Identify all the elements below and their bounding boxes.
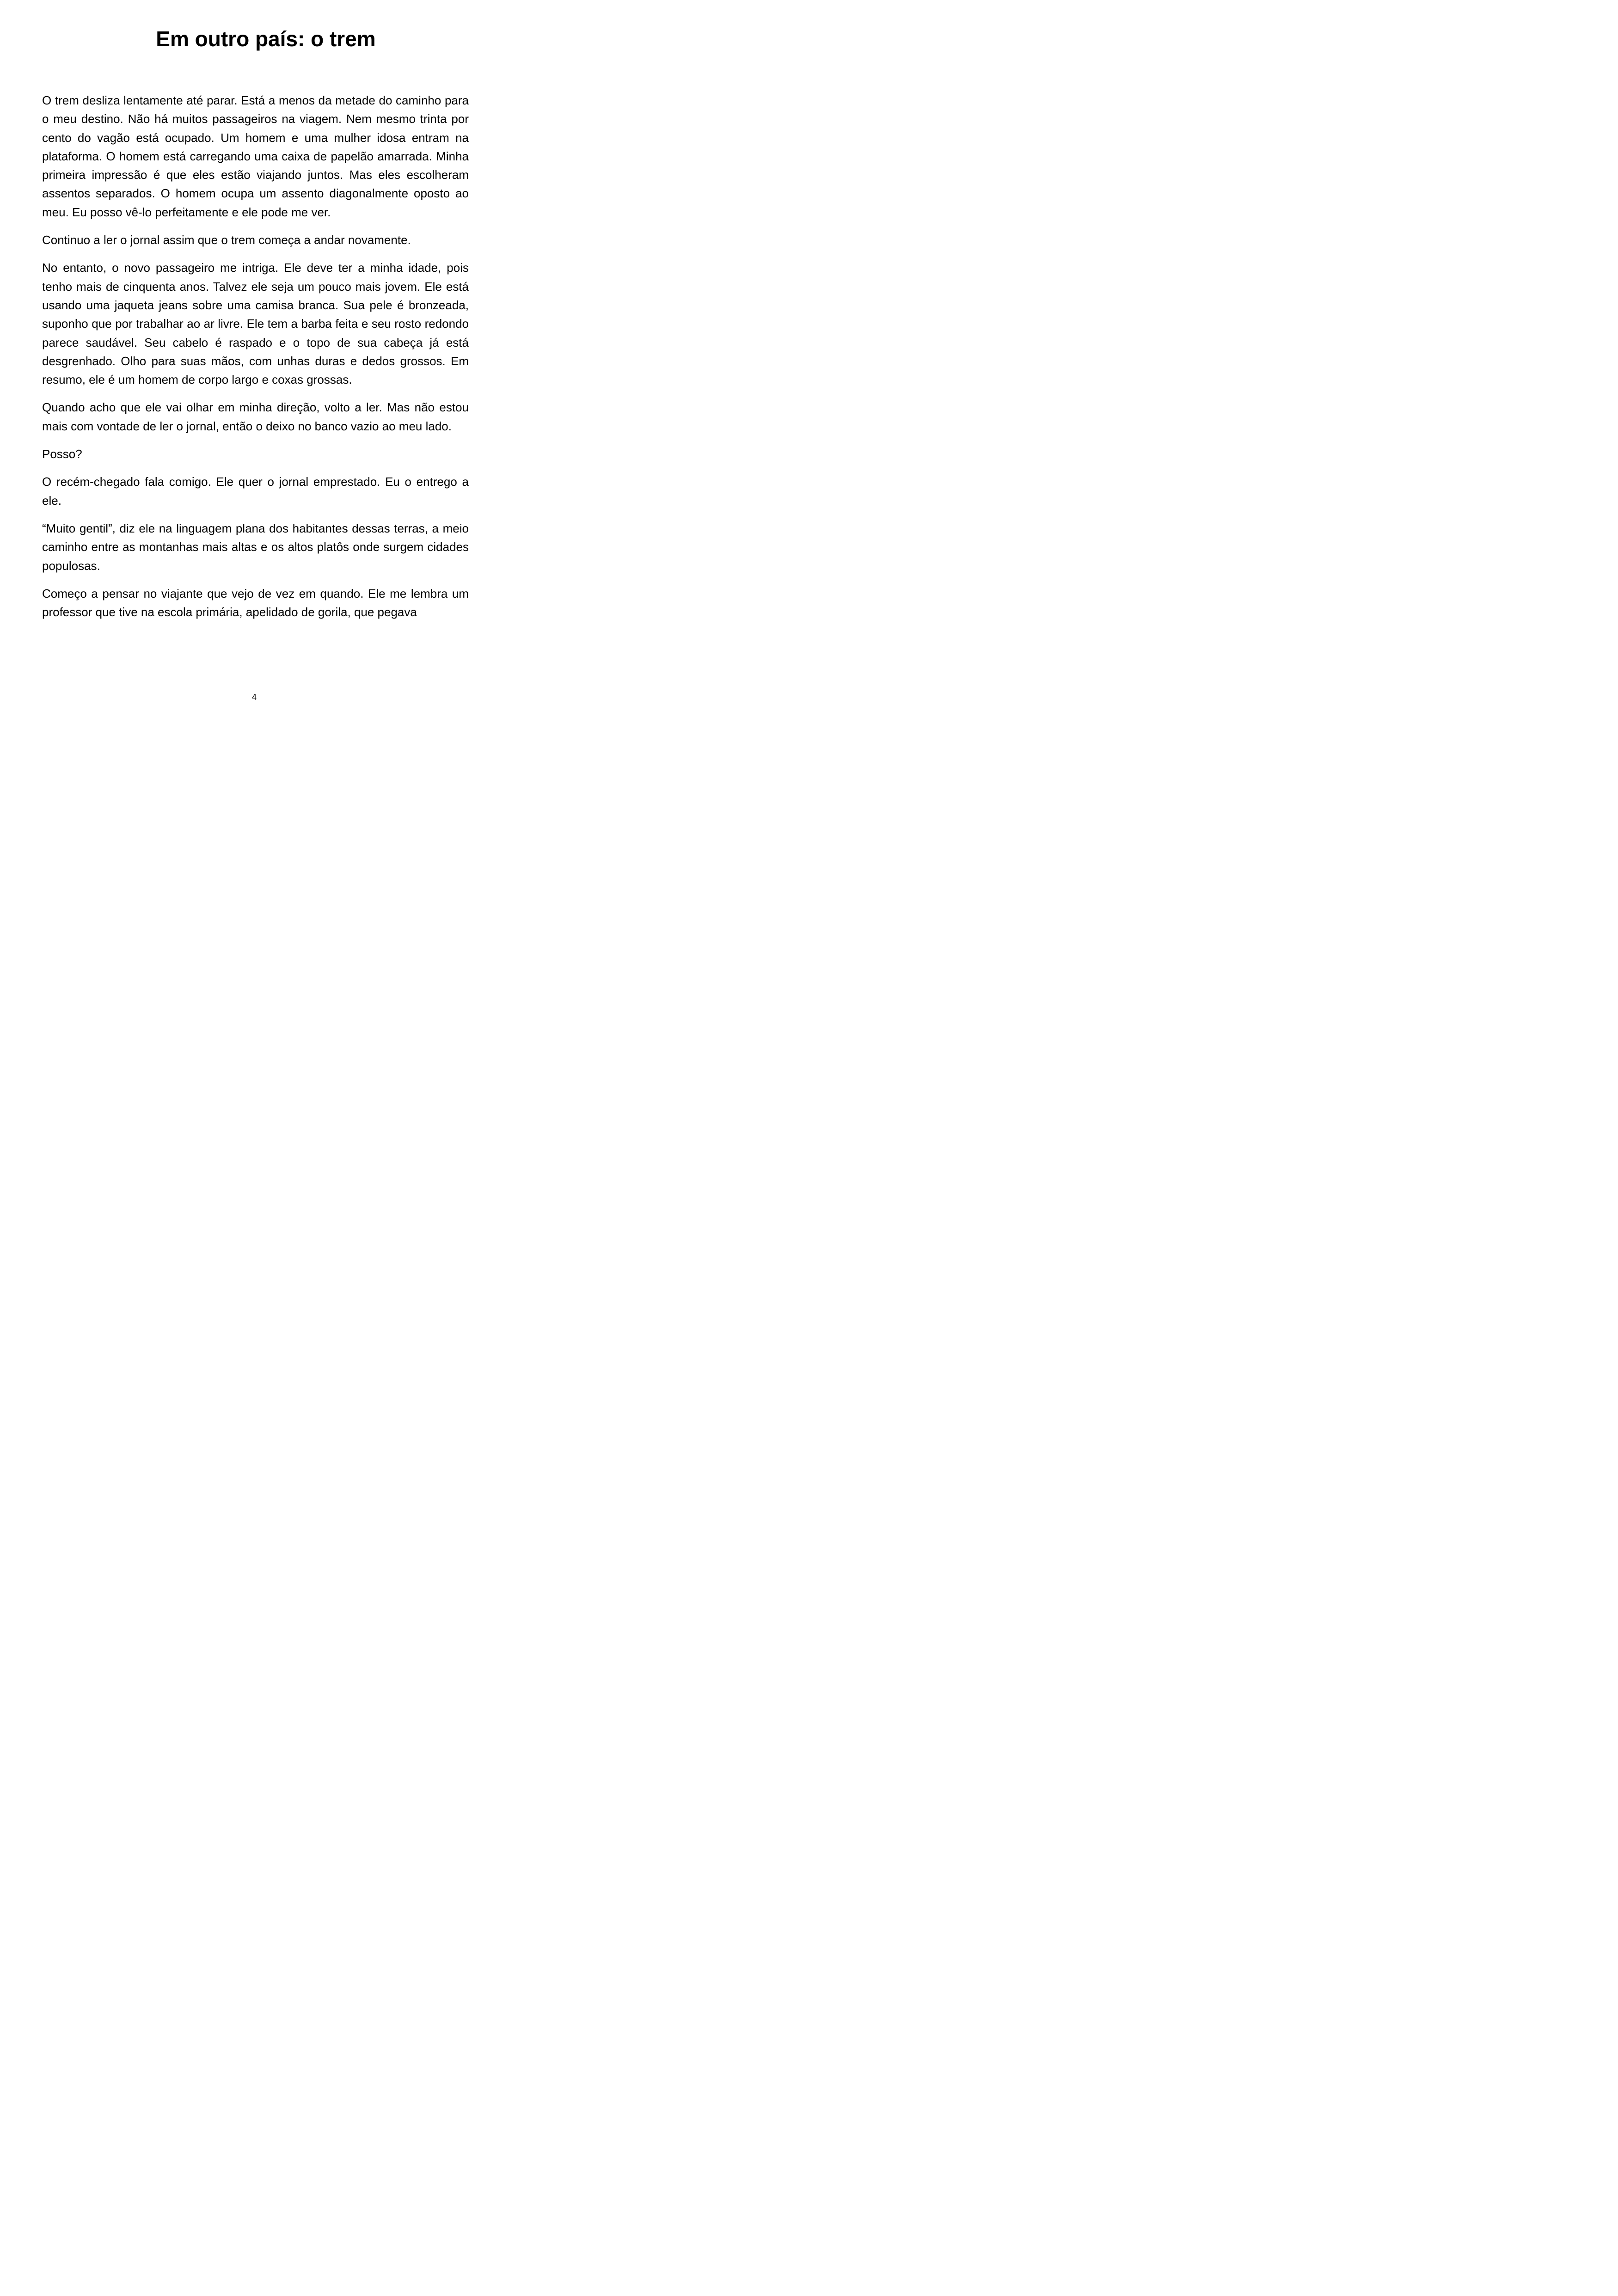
- paragraph: O trem desliza lentamente até parar. Está a menos da metade do caminho para o meu destino. Não há muitos passageiros na viagem. Nem mesmo trinta por cento do vagão está ocupado. Um homem e uma mulher idosa entram na plataforma. O homem está carregando uma caixa de papelão amarrada. Minha primeira impressão é que eles estão viajando juntos. Mas eles escolheram assentos separados. O homem ocupa um assento diagonalmente oposto ao meu. Eu posso vê-lo perfeitamente e ele pode me ver.: [42, 93, 469, 219]
- paragraph: Quando acho que ele vai olhar em minha direção, volto a ler. Mas não estou mais com vontade de ler o jornal, então o deixo no banco vazio ao meu lado.: [42, 400, 469, 433]
- document-page: [0, 0, 509, 722]
- paragraph: O recém-chegado fala comigo. Ele quer o jornal emprestado. Eu o entrego a ele.: [42, 475, 469, 508]
- paragraph: Posso?: [42, 447, 82, 461]
- body-text: [42, 91, 469, 631]
- paragraph: “Muito gentil”, diz ele na linguagem plana dos habitantes dessas terras, a meio caminho entre as montanhas mais altas e os altos platôs onde surgem cidades populosas.: [42, 521, 469, 573]
- paragraph: No entanto, o novo passageiro me intriga. Ele deve ter a minha idade, pois tenho mais de cinquenta anos. Talvez ele seja um pouco mais jovem. Ele está usando uma jaqueta jeans sobre uma camisa branca. Sua pele é bronzeada, suponho que por trabalhar ao ar livre. Ele tem a barba feita e seu rosto redondo parece saudável. Seu cabelo é raspado e o topo de sua cabeça já está desgrenhado. Olho para suas mãos, com unhas duras e dedos grossos. Em resumo, ele é um homem de corpo largo e coxas grossas.: [42, 261, 469, 387]
- paragraph: Continuo a ler o jornal assim que o trem começa a andar novamente.: [42, 233, 411, 247]
- paragraph: Começo a pensar no viajante que vejo de vez em quando. Ele me lembra um professor que tive na escola primária, apelidado de gorila, que pegava: [42, 586, 469, 619]
- page-title: Em outro país: o trem: [156, 27, 376, 51]
- page-number: 4: [251, 692, 257, 702]
